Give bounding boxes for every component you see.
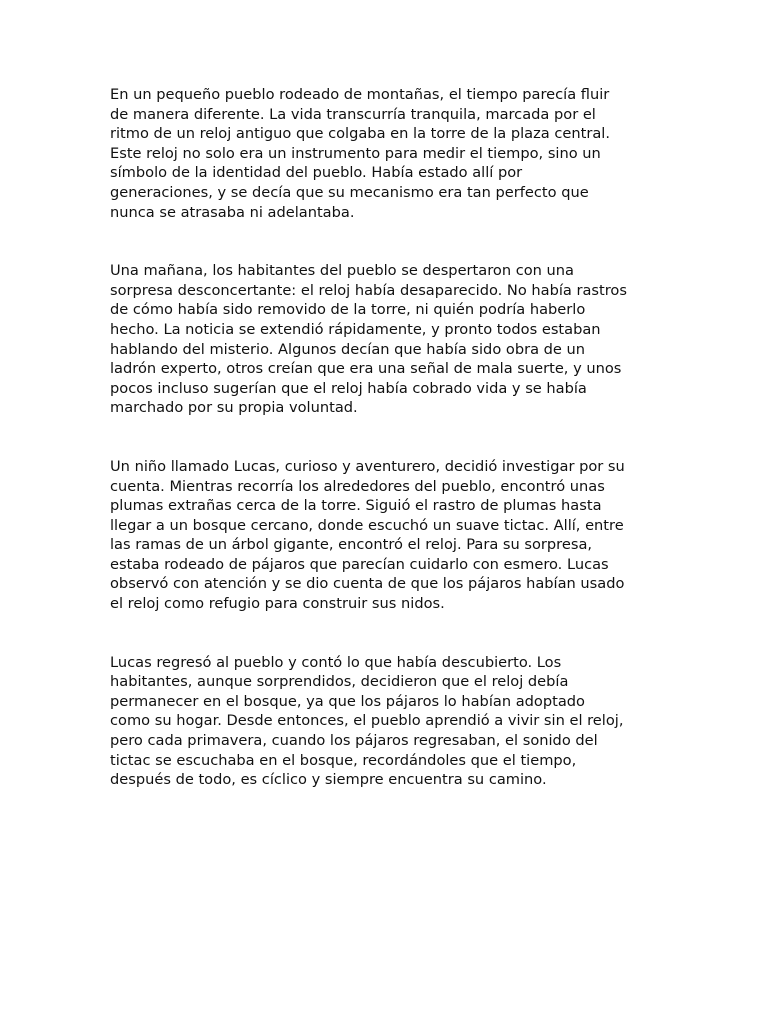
paragraph-1: En un pequeño pueblo rodeado de montañas, el tiempo parecía fluir de manera diferente. La vida transcurría tranquila, marcada por el ritmo de un reloj antiguo que colgaba en la torre de la plaza central. Este reloj no solo era un instrumento para medir el tiempo, sino un símbolo de la identidad del pueblo. Había estado allí por generaciones, y se decía que su mecanismo era tan perfecto que nunca se atrasaba ni adelantaba. (110, 86, 610, 221)
paragraph-4: Lucas regresó al pueblo y contó lo que había descubierto. Los habitantes, aunque sorprendidos, decidieron que el reloj debía permanecer en el bosque, ya que los pájaros lo habían adoptado como su hogar. Desde entonces, el pueblo aprendió a vivir sin el reloj, pero cada primavera, cuando los pájaros regresaban, el sonido del tictac se escuchaba en el bosque, recordándoles que el tiempo, después de todo, es cíclico y siempre encuentra su camino. (110, 653, 624, 789)
paragraph-2: Una mañana, los habitantes del pueblo se despertaron con una sorpresa desconcertante: el reloj había desaparecido. No había rastros de cómo había sido removido de la torre, ni quién podría haberlo hecho. La noticia se extendió rápidamente, y pronto todos estaban hablando del misterio. Algunos decían que había sido obra de un ladrón experto, otros creían que era una señal de mala suerte, y unos pocos incluso sugerían que el reloj había cobrado vida y se había marchado por su propia voluntad. (110, 262, 627, 417)
paragraph-3: Un niño llamado Lucas, curioso y aventurero, decidió investigar por su cuenta. Mientras recorría los alrededores del pueblo, encontró unas plumas extrañas cerca de la torre. Siguió el rastro de plumas hasta llegar a un bosque cercano, donde escuchó un suave tictac. Allí, entre las ramas de un árbol gigante, encontró el reloj. Para su sorpresa, estaba rodeado de pájaros que parecían cuidarlo con esmero. Lucas observó con atención y se dio cuenta de que los pájaros habían usado el reloj como refugio para construir sus nidos. (110, 457, 625, 613)
document-body (110, 85, 660, 829)
